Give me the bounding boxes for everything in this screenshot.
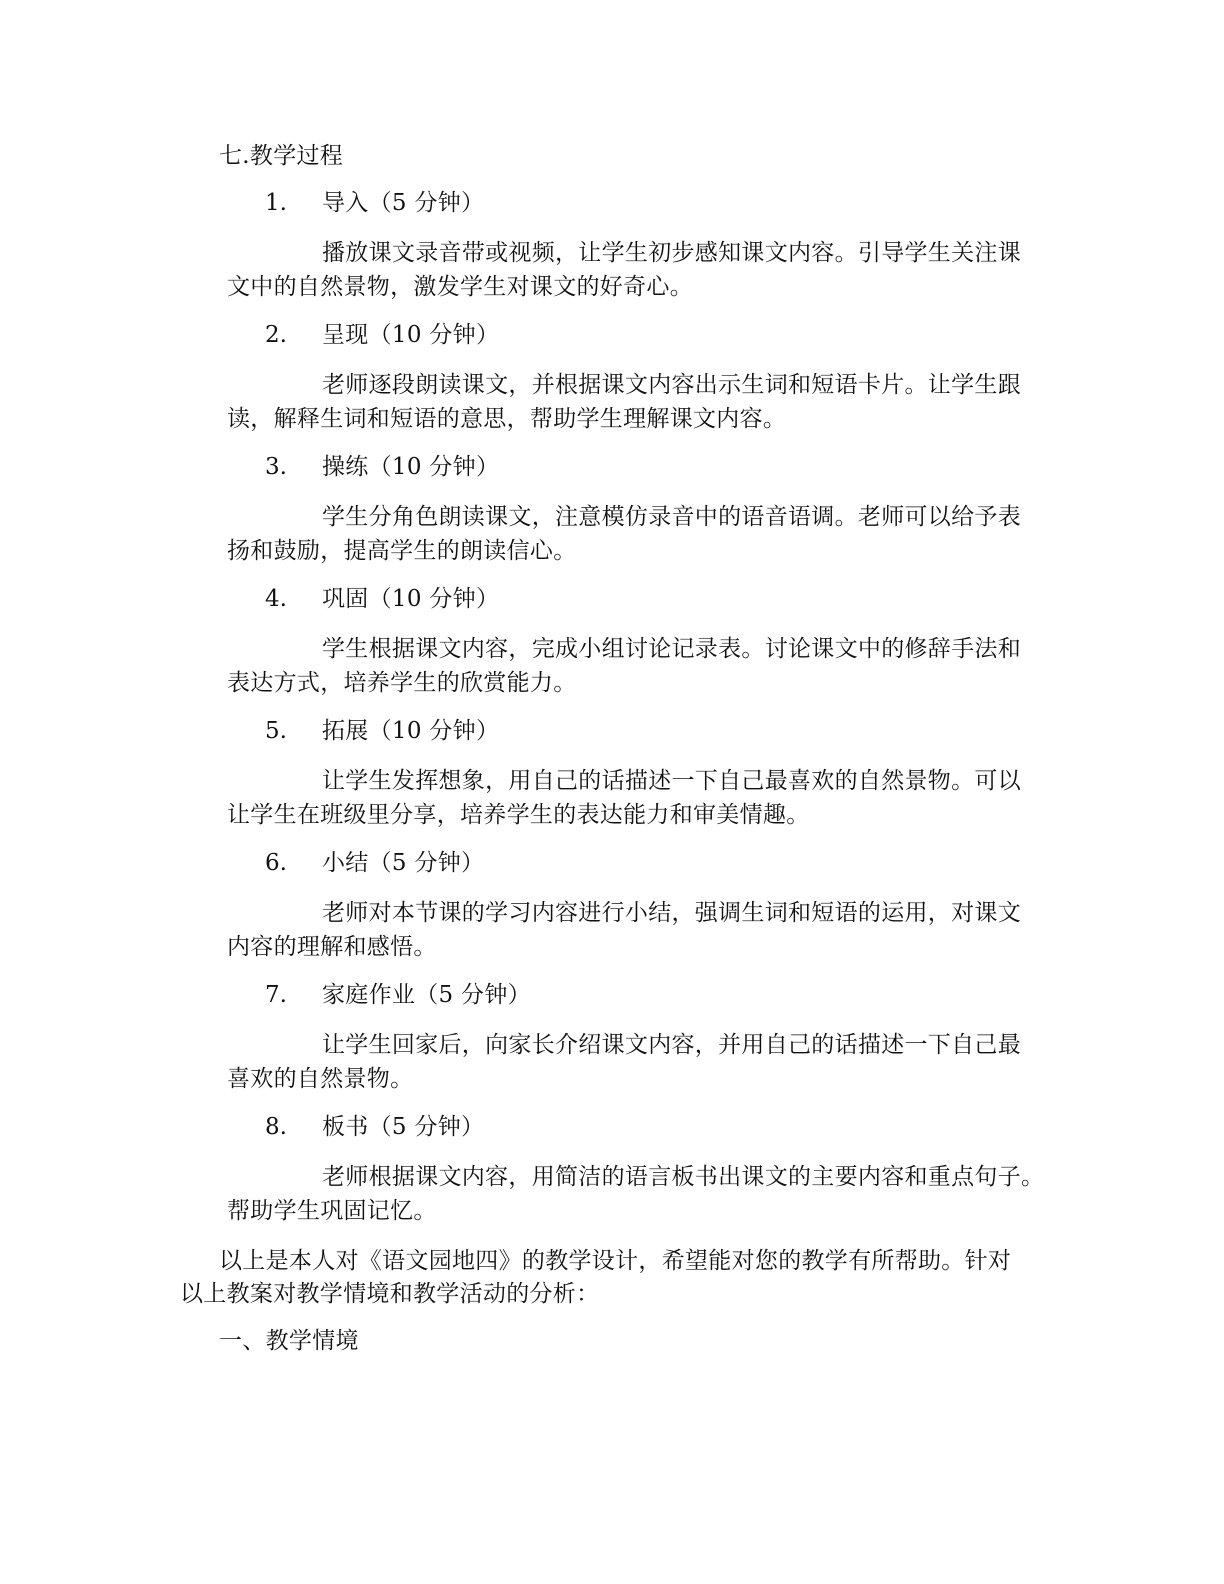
step-text-line: 表达方式，培养学生的欣赏能力。 <box>227 670 577 696</box>
step-title: 操练（10 分钟） <box>322 454 500 480</box>
step-number: 2. <box>265 322 287 348</box>
step-text-line: 内容的理解和感悟。 <box>227 934 437 960</box>
step-text-line: 老师对本节课的学习内容进行小结，强调生词和短语的运用，对课文 <box>322 900 1021 926</box>
step-title: 小结（5 分钟） <box>322 850 485 876</box>
step-number: 8. <box>265 1114 287 1140</box>
summary-paragraph-line: 以上教案对教学情境和教学活动的分析： <box>180 1281 600 1307</box>
step-number: 3. <box>265 454 287 480</box>
step-title: 家庭作业（5 分钟） <box>322 982 531 1008</box>
step-text-line: 学生根据课文内容，完成小组讨论记录表。讨论课文中的修辞手法和 <box>322 636 1021 662</box>
step-text-line: 老师根据课文内容，用简洁的语言板书出课文的主要内容和重点句子。 <box>322 1164 1045 1190</box>
step-number: 4. <box>265 586 287 612</box>
section-heading-teaching-situation: 一、教学情境 <box>219 1328 359 1354</box>
step-text-line: 读，解释生词和短语的意思，帮助学生理解课文内容。 <box>227 406 787 432</box>
step-text-line: 帮助学生巩固记忆。 <box>227 1198 437 1224</box>
step-number: 1. <box>265 190 287 216</box>
step-number: 6. <box>265 850 287 876</box>
step-title: 巩固（10 分钟） <box>322 586 500 612</box>
step-number: 7. <box>265 982 287 1008</box>
step-text-line: 学生分角色朗读课文，注意模仿录音中的语音语调。老师可以给予表 <box>322 504 1021 530</box>
step-text-line: 让学生回家后，向家长介绍课文内容，并用自己的话描述一下自己最 <box>322 1032 1021 1058</box>
step-text-line: 老师逐段朗读课文，并根据课文内容出示生词和短语卡片。让学生跟 <box>322 372 1021 398</box>
step-text-line: 让学生发挥想象，用自己的话描述一下自己最喜欢的自然景物。可以 <box>322 768 1021 794</box>
step-text-line: 播放课文录音带或视频，让学生初步感知课文内容。引导学生关注课 <box>322 240 1021 266</box>
step-text-line: 让学生在班级里分享，培养学生的表达能力和审美情趣。 <box>227 802 810 828</box>
step-text-line: 文中的自然景物，激发学生对课文的好奇心。 <box>227 274 693 300</box>
summary-paragraph-line: 以上是本人对《语文园地四》的教学设计，希望能对您的教学有所帮助。针对 <box>219 1248 1012 1274</box>
step-number: 5. <box>265 718 287 744</box>
section-heading-teaching-process: 七.教学过程 <box>219 143 344 169</box>
step-title: 导入（5 分钟） <box>322 190 485 216</box>
step-title: 呈现（10 分钟） <box>322 322 500 348</box>
step-text-line: 喜欢的自然景物。 <box>227 1066 414 1092</box>
step-text-line: 扬和鼓励，提高学生的朗读信心。 <box>227 538 577 564</box>
step-title: 拓展（10 分钟） <box>322 718 500 744</box>
step-title: 板书（5 分钟） <box>322 1114 485 1140</box>
